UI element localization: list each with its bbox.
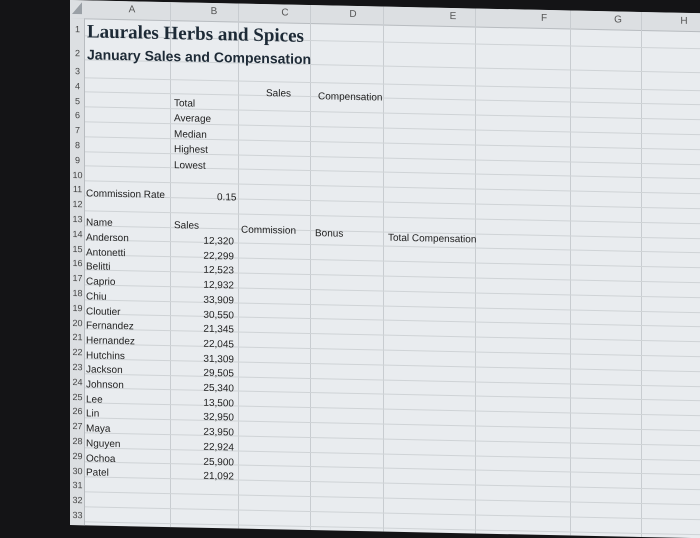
row-header-6[interactable]: 6	[74, 110, 80, 121]
grid-line	[70, 328, 700, 342]
employee-sales-cell[interactable]: 25,900	[203, 456, 234, 468]
employee-sales-cell[interactable]: 13,500	[203, 397, 234, 410]
grid-line	[70, 387, 700, 401]
employee-name-cell[interactable]: Maya	[86, 423, 111, 435]
grid-line	[70, 476, 700, 490]
row-header-2[interactable]: 2	[74, 48, 80, 59]
grid-line	[70, 313, 700, 327]
row-header-30[interactable]: 30	[72, 465, 83, 476]
row-header-15[interactable]: 15	[72, 243, 83, 254]
row-header-9[interactable]: 9	[74, 154, 80, 166]
grid-line	[70, 165, 700, 179]
grid-line	[70, 343, 700, 357]
spreadsheet[interactable]	[70, 0, 700, 538]
employee-sales-cell[interactable]: 33,909	[203, 294, 234, 307]
employee-name-cell[interactable]: Hernandez	[86, 335, 135, 348]
header-total-compensation[interactable]: Total Compensation	[388, 232, 477, 246]
column-header-g[interactable]: G	[614, 14, 622, 26]
column-header-c[interactable]: C	[281, 7, 289, 19]
employee-sales-cell[interactable]: 31,309	[203, 353, 234, 366]
row-header-19[interactable]: 19	[72, 302, 83, 314]
employee-name-cell[interactable]: Lin	[86, 408, 100, 421]
employee-name-cell[interactable]: Patel	[86, 467, 109, 480]
employee-name-cell[interactable]: Antonetti	[86, 247, 126, 259]
row-header-17[interactable]: 17	[72, 273, 83, 284]
employee-name-cell[interactable]: Hutchins	[86, 349, 125, 362]
employee-name-cell[interactable]: Caprio	[86, 276, 116, 289]
header-sales[interactable]: Sales	[174, 220, 200, 232]
employee-sales-cell[interactable]: 22,045	[203, 338, 234, 351]
grid-line	[70, 239, 700, 253]
row-header-3[interactable]: 3	[74, 66, 80, 77]
grid-line	[70, 91, 700, 105]
grid-line	[70, 254, 700, 268]
summary-label-average[interactable]: Average	[174, 113, 212, 125]
employee-sales-cell[interactable]: 32,950	[203, 412, 234, 424]
row-header-24[interactable]: 24	[72, 376, 83, 388]
row-header-5[interactable]: 5	[74, 95, 80, 106]
column-header-b[interactable]: B	[210, 5, 218, 18]
employee-name-cell[interactable]: Ochoa	[86, 452, 116, 465]
row-header-11[interactable]: 11	[72, 184, 83, 195]
grid-line	[70, 373, 700, 387]
row-header-25[interactable]: 25	[72, 391, 83, 402]
row-header-12[interactable]: 12	[72, 199, 83, 210]
sheet-subtitle[interactable]: January Sales and Compensation	[87, 46, 312, 68]
row-header-33[interactable]: 33	[72, 510, 83, 521]
grid-line	[70, 136, 700, 150]
grid-line	[70, 402, 700, 416]
employee-sales-cell[interactable]: 29,505	[203, 368, 234, 380]
employee-sales-cell[interactable]: 12,320	[203, 235, 234, 248]
select-all-icon[interactable]	[72, 2, 82, 14]
row-header-27[interactable]: 27	[72, 421, 83, 432]
grid-line	[70, 506, 700, 520]
summary-sales-header[interactable]: Sales	[266, 88, 292, 100]
grid-line	[70, 269, 700, 283]
header-bonus[interactable]: Bonus	[315, 228, 344, 240]
grid-line	[70, 358, 700, 372]
row-header-13[interactable]: 13	[72, 214, 83, 225]
grid-line	[70, 106, 700, 120]
employee-sales-cell[interactable]: 23,950	[203, 426, 234, 439]
column-header-h[interactable]: H	[680, 15, 688, 27]
employee-sales-cell[interactable]: 22,299	[203, 250, 234, 263]
employee-name-cell[interactable]: Chiu	[86, 291, 107, 303]
summary-label-total[interactable]: Total	[174, 98, 196, 110]
grid-line	[70, 521, 700, 535]
summary-label-highest[interactable]: Highest	[174, 144, 208, 156]
row-header-16[interactable]: 16	[72, 258, 83, 269]
column-header-e[interactable]: E	[449, 10, 457, 23]
grid-line	[70, 461, 700, 475]
row-header-18[interactable]: 18	[72, 288, 83, 299]
row-header-34[interactable]: 34	[72, 524, 83, 536]
row-header-32[interactable]: 32	[72, 495, 83, 506]
commission-rate-value[interactable]: 0.15	[217, 192, 237, 204]
row-header-28[interactable]: 28	[72, 436, 83, 447]
employee-sales-cell[interactable]: 22,924	[203, 441, 234, 454]
row-header-26[interactable]: 26	[72, 406, 83, 417]
row-header-7[interactable]: 7	[74, 125, 80, 136]
row-header-10[interactable]: 10	[72, 169, 83, 180]
summary-label-median[interactable]: Median	[174, 129, 207, 141]
employee-sales-cell[interactable]: 25,340	[203, 382, 234, 395]
row-header-23[interactable]: 23	[72, 362, 83, 373]
grid-line	[70, 284, 700, 298]
employee-name-cell[interactable]: Lee	[86, 394, 103, 406]
grid-line	[70, 417, 700, 431]
header-name[interactable]: Name	[86, 217, 113, 229]
row-header-21[interactable]: 21	[72, 332, 83, 343]
row-header-31[interactable]: 31	[72, 480, 83, 491]
grid-line	[70, 432, 700, 446]
row-header-1[interactable]: 1	[74, 24, 80, 35]
column-header-f[interactable]: F	[540, 12, 548, 24]
sheet-title[interactable]: Laurales Herbs and Spices	[87, 21, 304, 47]
employee-name-cell[interactable]: Cloutier	[86, 305, 121, 318]
row-header-14[interactable]: 14	[72, 228, 83, 240]
employee-name-cell[interactable]: Fernandez	[86, 320, 134, 333]
employee-sales-cell[interactable]: 21,092	[203, 470, 234, 483]
grid-line	[70, 447, 700, 461]
employee-name-cell[interactable]: Anderson	[86, 232, 129, 245]
grid-line	[70, 77, 700, 91]
grid-line	[70, 151, 700, 165]
employee-name-cell[interactable]: Jackson	[86, 364, 123, 377]
row-header-4[interactable]: 4	[74, 80, 80, 92]
employee-name-cell[interactable]: Johnson	[86, 379, 124, 392]
row-header-8[interactable]: 8	[74, 140, 80, 151]
employee-sales-cell[interactable]: 30,550	[203, 309, 234, 321]
row-header-20[interactable]: 20	[72, 317, 83, 328]
header-commission[interactable]: Commission	[241, 224, 297, 237]
grid-line	[70, 225, 700, 239]
grid-line	[70, 491, 700, 505]
grid-line	[70, 299, 700, 313]
row-header-29[interactable]: 29	[72, 450, 83, 462]
summary-label-lowest[interactable]: Lowest	[174, 160, 206, 172]
grid-line	[70, 121, 700, 135]
grid-line	[70, 210, 700, 224]
employee-sales-cell[interactable]: 12,932	[203, 279, 234, 292]
employee-sales-cell[interactable]: 21,345	[203, 323, 234, 336]
commission-rate-label[interactable]: Commission Rate	[86, 188, 165, 201]
row-header-22[interactable]: 22	[72, 347, 83, 358]
employee-sales-cell[interactable]: 12,523	[203, 265, 234, 277]
column-header-a[interactable]: A	[128, 4, 136, 16]
row-header-bar	[70, 18, 85, 536]
summary-compensation-header[interactable]: Compensation	[318, 91, 383, 104]
employee-name-cell[interactable]: Nguyen	[86, 438, 121, 450]
column-header-d[interactable]: D	[349, 8, 357, 21]
employee-name-cell[interactable]: Belitti	[86, 261, 111, 274]
